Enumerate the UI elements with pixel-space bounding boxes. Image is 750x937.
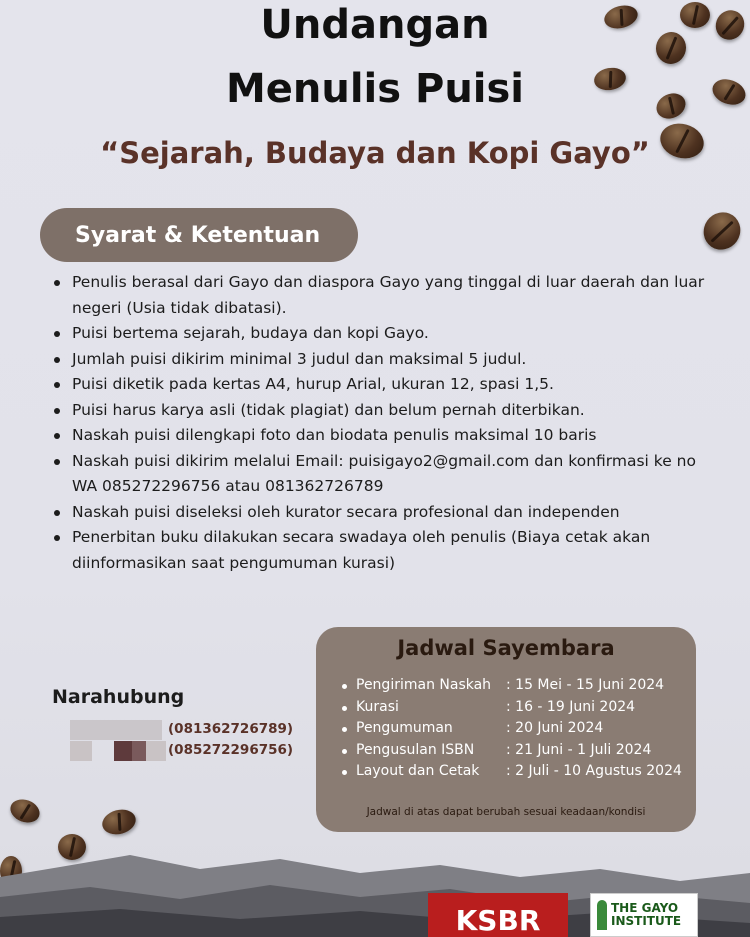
coffee-bean-icon [696, 205, 747, 257]
schedule-value: : 16 - 19 Juni 2024 [506, 698, 636, 715]
schedule-note: Jadwal di atas dapat berubah sesuai keadaan/kondisi [366, 806, 646, 818]
schedule-label: Pengusulan ISBN [356, 741, 475, 758]
schedule-label: Pengumuman [356, 720, 453, 736]
schedule-row [340, 697, 682, 719]
schedule-value: : 2 Juli - 10 Agustus 2024 [506, 763, 682, 779]
terms-heading-pill [40, 208, 358, 262]
terms-item: Puisi diketik pada kertas A4, hurup Arial, ukuran 12, spasi 1,5. [48, 372, 708, 398]
terms-item: Jumlah puisi dikirim minimal 3 judul dan maksimal 5 judul. [48, 347, 708, 373]
schedule-row [340, 718, 682, 740]
schedule-value: : 20 Juni 2024 [506, 720, 604, 736]
redacted-name [70, 720, 162, 740]
schedule-list [340, 675, 682, 783]
schedule-box [316, 627, 696, 832]
contact-heading: Narahubung [52, 686, 185, 708]
redacted-name [70, 741, 166, 761]
terms-item: Naskah puisi dikirim melalui Email: puisigayo2@gmail.com dan konfirmasi ke no WA 085272296756 atau 081362726789 [48, 449, 708, 500]
contact-phone-1: (081362726789) [168, 721, 294, 737]
terms-item: Penerbitan buku dilakukan secara swadaya oleh penulis (Biaya cetak akan diinformasikan saat pengumuman kurasi) [48, 525, 708, 576]
schedule-label: Layout dan Cetak [356, 763, 480, 779]
terms-item: Puisi harus karya asli (tidak plagiat) dan belum pernah diterbikan. [48, 398, 708, 424]
terms-list [48, 270, 708, 576]
subtitle: “Sejarah, Budaya dan Kopi Gayo” [100, 136, 650, 170]
coffee-bean-icon [7, 796, 43, 827]
title-line-2: Menulis Puisi [225, 66, 525, 112]
coffee-bean-icon [99, 806, 138, 838]
schedule-value: : 21 Juni - 1 Juli 2024 [506, 741, 652, 758]
schedule-label: Kurasi [356, 698, 399, 715]
schedule-row [340, 740, 682, 762]
ksbr-logo-text: KSBR [455, 904, 541, 937]
schedule-heading: Jadwal Sayembara [397, 636, 615, 660]
terms-item: Puisi bertema sejarah, budaya dan kopi Gayo. [48, 321, 708, 347]
gayo-logo-line-1: THE GAYO [611, 901, 679, 915]
terms-item: Penulis berasal dari Gayo dan diaspora Gayo yang tinggal di luar daerah dan luar negeri (Usia tidak dibatasi). [48, 270, 708, 321]
schedule-row [340, 675, 682, 697]
schedule-value: : 15 Mei - 15 Juni 2024 [506, 677, 665, 693]
terms-heading: Syarat & Ketentuan [75, 222, 321, 248]
title-line-1: Undangan [260, 2, 490, 48]
gayo-logo-line-2: INSTITUTE [611, 914, 682, 928]
ksbr-logo [428, 893, 568, 937]
contact-phone-2: (085272296756) [168, 742, 294, 758]
schedule-row [340, 761, 682, 783]
schedule-label: Pengiriman Naskah [356, 677, 492, 693]
leaf-icon [597, 900, 607, 930]
terms-item: Naskah puisi dilengkapi foto dan biodata penulis maksimal 10 baris [48, 423, 708, 449]
gayo-institute-logo [590, 893, 698, 937]
terms-item: Naskah puisi diseleksi oleh kurator secara profesional dan independen [48, 500, 708, 526]
